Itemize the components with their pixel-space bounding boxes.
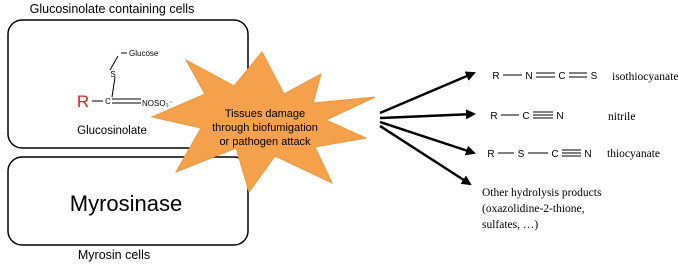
isothiocyanate-name: isothiocyanate (612, 71, 678, 83)
burst-line-3: or pathogen attack (219, 136, 311, 148)
svg-text:R: R (487, 149, 495, 160)
other-products-line-1: Other hydrolysis products (482, 187, 602, 199)
svg-text:S: S (590, 71, 598, 82)
arrow-other-products (380, 126, 470, 184)
svg-text:C: C (551, 149, 559, 160)
arrow-isothiocyanate (380, 73, 474, 113)
sulfur-atom: S (110, 70, 116, 79)
svg-text:N: N (556, 111, 564, 122)
other-products-line-2: (oxazolidine-2-thione, (482, 203, 585, 215)
isothiocyanate-structure (492, 71, 597, 82)
svg-text:S: S (517, 149, 525, 160)
svg-text:N: N (584, 149, 592, 160)
reaction-arrows (380, 73, 474, 184)
svg-text:R: R (490, 111, 498, 122)
myrosinase-label: Myrosinase (69, 191, 183, 216)
other-products-line-3: sulfates, …) (482, 219, 539, 231)
nitrile-name: nitrile (608, 111, 636, 123)
thiocyanate-name: thiocyanate (607, 148, 661, 160)
myrosin-cells-label: Myrosin cells (77, 248, 151, 262)
r-group: R (76, 92, 90, 111)
svg-text:C: C (522, 111, 530, 122)
burst-line-2: through biofumigation (212, 122, 318, 134)
nitrile-structure (490, 111, 563, 122)
svg-text:N: N (525, 71, 533, 82)
carbon-atom: C (105, 97, 111, 106)
nosulfate-group: NOSO₃⁻ (142, 99, 174, 108)
glucosinolate-cells-label: Glucosinolate containing cells (29, 2, 195, 16)
arrow-nitrile (380, 114, 474, 118)
burst-line-1: Tissues damage (224, 108, 306, 120)
glucosinolate-caption: Glucosinolate (77, 125, 147, 137)
thiocyanate-structure (487, 149, 591, 160)
svg-text:R: R (492, 71, 500, 82)
arrow-thiocyanate (380, 122, 474, 153)
glucose-label: Glucose (129, 49, 159, 58)
svg-text:C: C (558, 71, 566, 82)
